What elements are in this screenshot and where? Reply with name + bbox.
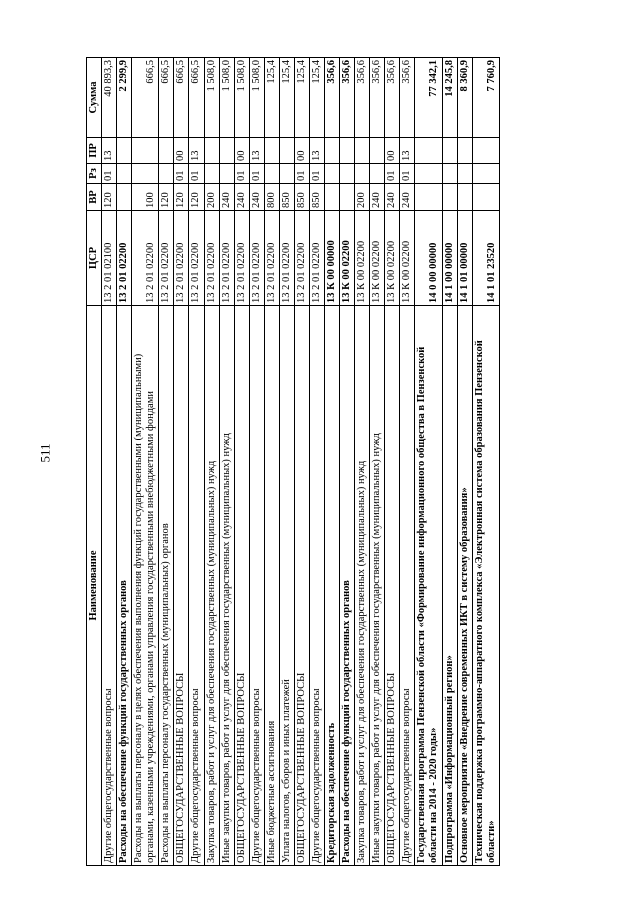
- cell-csr: 13 2 01 02200: [117, 211, 132, 306]
- cell-rz: [415, 164, 442, 184]
- cell-vr: 120: [159, 184, 174, 211]
- cell-name: ОБЩЕГОСУДАРСТВЕННЫЕ ВОПРОСЫ: [294, 306, 309, 866]
- cell-pr: [132, 138, 159, 164]
- table-row: [385, 58, 400, 866]
- cell-pr: [159, 138, 174, 164]
- table-row: [279, 58, 294, 866]
- cell-csr: 13 2 01 02200: [132, 211, 159, 306]
- cell-vr: 240: [234, 184, 249, 211]
- cell-sum: 356,6: [370, 58, 385, 138]
- cell-csr: 13 К 00 02200: [400, 211, 415, 306]
- cell-name: ОБЩЕГОСУДАРСТВЕННЫЕ ВОПРОСЫ: [234, 306, 249, 866]
- cell-vr: [472, 184, 499, 211]
- cell-pr: [472, 138, 499, 164]
- cell-name: Уплата налогов, сборов и иных платежей: [279, 306, 294, 866]
- cell-sum: 125,4: [309, 58, 324, 138]
- cell-pr: 13: [189, 138, 204, 164]
- cell-rz: [370, 164, 385, 184]
- cell-csr: 13 2 01 02200: [249, 211, 264, 306]
- cell-vr: 850: [294, 184, 309, 211]
- cell-vr: 850: [279, 184, 294, 211]
- cell-rz: 01: [102, 164, 117, 184]
- cell-csr: 13 2 01 02200: [309, 211, 324, 306]
- cell-pr: 13: [309, 138, 324, 164]
- table-row: [325, 58, 340, 866]
- cell-name: Иные бюджетные ассигнования: [264, 306, 279, 866]
- cell-pr: [219, 138, 234, 164]
- table-row: [415, 58, 442, 866]
- cell-vr: [325, 184, 340, 211]
- cell-pr: [442, 138, 457, 164]
- table-row: [117, 58, 132, 866]
- cell-rz: [457, 164, 472, 184]
- cell-name: Другие общегосударственные вопросы: [309, 306, 324, 866]
- cell-vr: 100: [132, 184, 159, 211]
- table-header-row: [87, 58, 102, 866]
- table-row: [102, 58, 117, 866]
- table-row: [219, 58, 234, 866]
- cell-sum: 666,5: [159, 58, 174, 138]
- table-row: [340, 58, 355, 866]
- header-rz: Рз: [87, 164, 102, 184]
- table-row: [249, 58, 264, 866]
- cell-rz: 01: [400, 164, 415, 184]
- table-row: [264, 58, 279, 866]
- cell-name: Иные закупки товаров, работ и услуг для обеспечения государственных (муниципальных) нужд: [219, 306, 234, 866]
- cell-pr: 13: [400, 138, 415, 164]
- cell-sum: 125,4: [294, 58, 309, 138]
- cell-pr: 13: [102, 138, 117, 164]
- cell-pr: [204, 138, 219, 164]
- table-row: [174, 58, 189, 866]
- rotated-page-content: [86, 58, 500, 866]
- cell-pr: [279, 138, 294, 164]
- cell-name: Техническая поддержка программно-аппаратного комплекса «Электронная система образования Пензенской области»: [472, 306, 499, 866]
- cell-vr: 800: [264, 184, 279, 211]
- header-sum: Сумма: [87, 58, 102, 138]
- cell-name: Иные закупки товаров, работ и услуг для обеспечения государственных (муниципальных) нужд: [370, 306, 385, 866]
- cell-pr: 00: [234, 138, 249, 164]
- cell-pr: 00: [385, 138, 400, 164]
- cell-sum: 125,4: [264, 58, 279, 138]
- cell-vr: 850: [309, 184, 324, 211]
- cell-name: Закупка товаров, работ и услуг для обеспечения государственных (муниципальных) нужд: [204, 306, 219, 866]
- cell-sum: 356,6: [340, 58, 355, 138]
- cell-vr: [415, 184, 442, 211]
- cell-sum: 1 508,0: [234, 58, 249, 138]
- cell-sum: 2 299,9: [117, 58, 132, 138]
- cell-rz: 01: [309, 164, 324, 184]
- cell-sum: 356,6: [355, 58, 370, 138]
- cell-sum: 356,6: [385, 58, 400, 138]
- table-row: [472, 58, 499, 866]
- page-number: 511: [37, 443, 53, 463]
- cell-sum: 7 760,9: [472, 58, 499, 138]
- cell-vr: 240: [385, 184, 400, 211]
- header-name: Наименование: [87, 306, 102, 866]
- cell-name: Другие общегосударственные вопросы: [189, 306, 204, 866]
- cell-rz: [340, 164, 355, 184]
- cell-csr: 13 К 00 02200: [355, 211, 370, 306]
- cell-csr: 13 К 00 02200: [385, 211, 400, 306]
- table-row: [159, 58, 174, 866]
- cell-csr: 13 2 01 02200: [219, 211, 234, 306]
- cell-rz: 01: [385, 164, 400, 184]
- cell-csr: 13 2 01 02200: [264, 211, 279, 306]
- cell-vr: 200: [204, 184, 219, 211]
- cell-csr: 13 2 01 02200: [159, 211, 174, 306]
- cell-name: Расходы на обеспечение функций государственных органов: [117, 306, 132, 866]
- cell-sum: 77 342,1: [415, 58, 442, 138]
- cell-rz: 01: [249, 164, 264, 184]
- table-row: [442, 58, 457, 866]
- cell-csr: 13 К 00 02200: [340, 211, 355, 306]
- cell-name: Расходы на выплаты персоналу государственных (муниципальных) органов: [159, 306, 174, 866]
- cell-csr: 13 2 01 02100: [102, 211, 117, 306]
- table-row: [355, 58, 370, 866]
- cell-sum: 1 508,0: [249, 58, 264, 138]
- cell-vr: 120: [102, 184, 117, 211]
- cell-pr: 13: [249, 138, 264, 164]
- cell-name: Расходы на обеспечение функций государственных органов: [340, 306, 355, 866]
- cell-name: Государственная программа Пензенской области «Формирование информационного общества в Пензенской области на 2014 - 2020 годы»: [415, 306, 442, 866]
- cell-sum: 666,5: [189, 58, 204, 138]
- cell-name: Другие общегосударственные вопросы: [400, 306, 415, 866]
- cell-vr: 200: [355, 184, 370, 211]
- cell-sum: 666,5: [132, 58, 159, 138]
- cell-vr: 120: [174, 184, 189, 211]
- cell-name: Другие общегосударственные вопросы: [249, 306, 264, 866]
- cell-vr: [442, 184, 457, 211]
- cell-rz: [264, 164, 279, 184]
- cell-sum: 14 245,8: [442, 58, 457, 138]
- cell-rz: 01: [294, 164, 309, 184]
- cell-name: Подпрограмма «Информационный регион»: [442, 306, 457, 866]
- cell-sum: 666,5: [174, 58, 189, 138]
- cell-name: Закупка товаров, работ и услуг для обеспечения государственных (муниципальных) нужд: [355, 306, 370, 866]
- cell-csr: 13 2 01 02200: [234, 211, 249, 306]
- cell-csr: 13 2 01 02200: [294, 211, 309, 306]
- cell-sum: 40 893,3: [102, 58, 117, 138]
- table-row: [370, 58, 385, 866]
- cell-csr: 14 1 00 00000: [442, 211, 457, 306]
- table-row: [234, 58, 249, 866]
- cell-rz: 01: [234, 164, 249, 184]
- cell-vr: [117, 184, 132, 211]
- cell-rz: [355, 164, 370, 184]
- table-body: [102, 58, 500, 866]
- cell-vr: 120: [189, 184, 204, 211]
- cell-csr: 14 1 01 23520: [472, 211, 499, 306]
- cell-rz: [472, 164, 499, 184]
- cell-vr: 240: [219, 184, 234, 211]
- cell-rz: [325, 164, 340, 184]
- cell-csr: 13 К 00 00000: [325, 211, 340, 306]
- cell-vr: 240: [249, 184, 264, 211]
- cell-sum: 1 508,0: [219, 58, 234, 138]
- cell-vr: [340, 184, 355, 211]
- cell-rz: [219, 164, 234, 184]
- cell-pr: [325, 138, 340, 164]
- cell-sum: 356,6: [325, 58, 340, 138]
- table-row: [400, 58, 415, 866]
- cell-name: Другие общегосударственные вопросы: [102, 306, 117, 866]
- cell-pr: [370, 138, 385, 164]
- table-row: [132, 58, 159, 866]
- cell-sum: 1 508,0: [204, 58, 219, 138]
- cell-rz: [117, 164, 132, 184]
- cell-sum: 8 360,9: [457, 58, 472, 138]
- cell-csr: 13 2 01 02200: [204, 211, 219, 306]
- cell-sum: 356,6: [400, 58, 415, 138]
- cell-sum: 125,4: [279, 58, 294, 138]
- cell-pr: 00: [174, 138, 189, 164]
- cell-rz: [132, 164, 159, 184]
- header-vr: ВР: [87, 184, 102, 211]
- table-row: [294, 58, 309, 866]
- cell-pr: [415, 138, 442, 164]
- cell-name: Расходы на выплаты персоналу в целях обеспечения выполнения функций государственными (муниципальными) органами, казенными учреждениями, органами управления государственными внебюджетными фондами: [132, 306, 159, 866]
- cell-rz: [204, 164, 219, 184]
- cell-rz: [159, 164, 174, 184]
- header-csr: ЦСР: [87, 211, 102, 306]
- cell-csr: 13 2 01 02200: [174, 211, 189, 306]
- cell-name: ОБЩЕГОСУДАРСТВЕННЫЕ ВОПРОСЫ: [174, 306, 189, 866]
- table-row: [309, 58, 324, 866]
- cell-csr: 13 2 01 02200: [189, 211, 204, 306]
- cell-pr: [117, 138, 132, 164]
- header-pr: ПР: [87, 138, 102, 164]
- cell-pr: [340, 138, 355, 164]
- cell-name: ОБЩЕГОСУДАРСТВЕННЫЕ ВОПРОСЫ: [385, 306, 400, 866]
- cell-csr: 13 2 01 02200: [279, 211, 294, 306]
- cell-csr: 13 К 00 02200: [370, 211, 385, 306]
- table-row: [457, 58, 472, 866]
- cell-pr: [355, 138, 370, 164]
- budget-table: [86, 57, 500, 866]
- table-row: [189, 58, 204, 866]
- cell-rz: [442, 164, 457, 184]
- cell-csr: 14 0 00 00000: [415, 211, 442, 306]
- cell-rz: [279, 164, 294, 184]
- cell-name: Кредиторская задолженность: [325, 306, 340, 866]
- cell-name: Основное мероприятие «Внедрение современных ИКТ в систему образования»: [457, 306, 472, 866]
- table-row: [204, 58, 219, 866]
- cell-vr: 240: [370, 184, 385, 211]
- cell-csr: 14 1 01 00000: [457, 211, 472, 306]
- cell-vr: 240: [400, 184, 415, 211]
- cell-pr: [457, 138, 472, 164]
- cell-pr: 00: [294, 138, 309, 164]
- cell-pr: [264, 138, 279, 164]
- cell-rz: 01: [189, 164, 204, 184]
- cell-rz: 01: [174, 164, 189, 184]
- cell-vr: [457, 184, 472, 211]
